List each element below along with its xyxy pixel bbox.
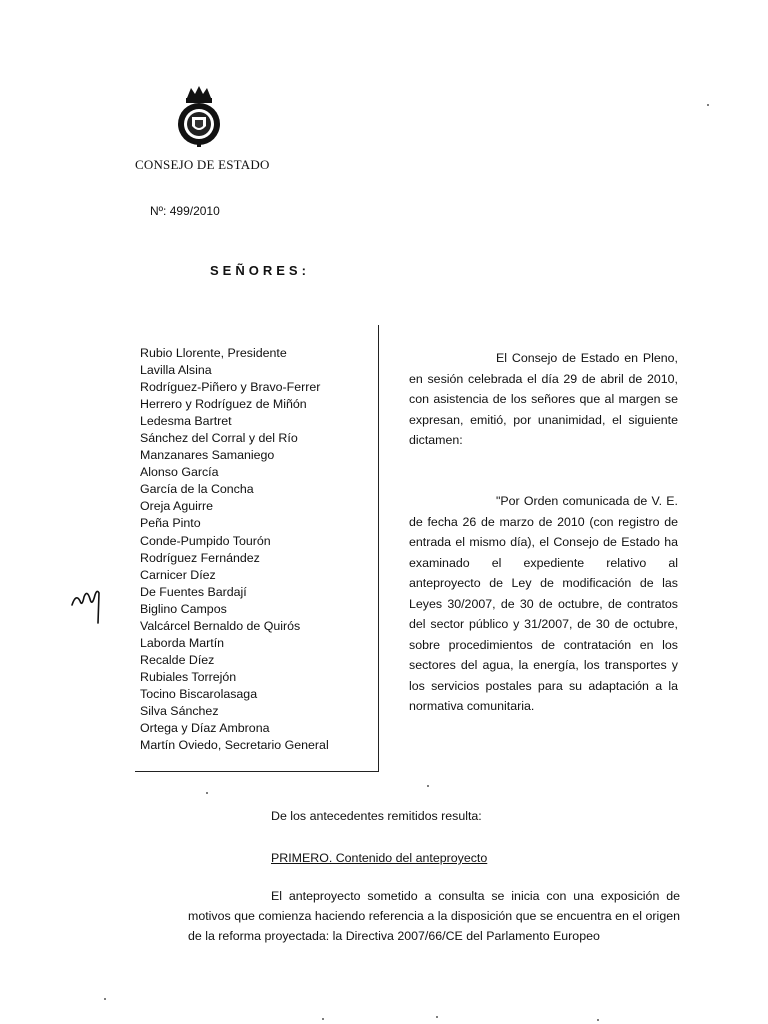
list-item: Tocino Biscarolasaga — [140, 686, 258, 701]
list-item: García de la Concha — [140, 482, 254, 497]
list-item: Rodríguez Fernández — [140, 550, 260, 565]
list-item: Laborda Martín — [140, 635, 225, 650]
list-item: Lavilla Alsina — [140, 363, 212, 378]
list-item: Peña Pinto — [140, 516, 201, 531]
antecedentes-line: De los antecedentes remitidos resulta: — [271, 809, 482, 823]
members-list — [140, 345, 378, 754]
order-paragraph: "Por Orden comunicada de V. E. de fecha 26 de marzo de 2010 (con registro de entrada el mismo día), el Consejo de Estado ha examinado el expediente relativo al anteproyecto de Ley de modificación de las Leyes 30/2007, de 30 de octubre, de contratos del sector público y 31/2007, de 30 de octubre, sobre procedimientos de contratación en los sectores del agua, la energía, los transportes y los servicios postales para su adaptación a la normativa comunitaria. — [409, 494, 678, 713]
list-item: Biglino Campos — [140, 601, 227, 616]
list-item: Conde-Pumpido Tourón — [140, 533, 271, 548]
list-item: Manzanares Samaniego — [140, 448, 275, 463]
handwritten-initial-icon — [68, 583, 108, 627]
institution-name: CONSEJO DE ESTADO — [135, 157, 270, 172]
list-item: Alonso García — [140, 465, 219, 480]
list-item: Silva Sánchez — [140, 703, 219, 718]
scan-speck — [427, 785, 429, 787]
session-paragraph: El Consejo de Estado en Pleno, en sesión celebrada el día 29 de abril de 2010, con asistencia de los señores que al margen se expresan, emitió, por unanimidad, el siguiente dictamen: — [409, 351, 678, 447]
list-item: Ledesma Bartret — [140, 414, 232, 429]
list-item: Martín Oviedo, Secretario General — [140, 738, 329, 753]
scan-speck — [322, 1018, 324, 1020]
list-item: Valcárcel Bernaldo de Quirós — [140, 618, 301, 633]
list-item: Oreja Aguirre — [140, 499, 214, 514]
list-item: Carnicer Díez — [140, 567, 216, 582]
scan-speck — [707, 104, 709, 106]
margin-divider-vertical — [378, 325, 379, 771]
dictamen-number: Nº: 499/2010 — [150, 204, 220, 218]
scan-speck — [597, 1019, 599, 1021]
coat-of-arms-seal-icon — [175, 84, 223, 148]
margin-divider-horizontal — [135, 771, 379, 772]
list-item: Recalde Díez — [140, 652, 215, 667]
list-item: Sánchez del Corral y del Río — [140, 431, 298, 446]
list-item: De Fuentes Bardají — [140, 584, 247, 599]
list-item: Herrero y Rodríguez de Miñón — [140, 397, 307, 412]
body-paragraph: El anteproyecto sometido a consulta se inicia con una exposición de motivos que comienza haciendo referencia a la disposición que se encuentra en el origen de la reforma proyectada: la Directiva 2007/66/CE del Parlamento Europeo — [188, 889, 680, 943]
list-item: Rodríguez-Piñero y Bravo-Ferrer — [140, 380, 321, 395]
members-heading: SEÑORES: — [210, 263, 310, 278]
scan-speck — [104, 998, 106, 1000]
section-title: PRIMERO. Contenido del anteproyecto — [271, 851, 488, 865]
list-item: Rubio Llorente, Presidente — [140, 346, 287, 360]
scan-speck — [206, 792, 208, 794]
list-item: Rubiales Torrejón — [140, 669, 237, 684]
list-item: Ortega y Díaz Ambrona — [140, 721, 270, 736]
scan-speck — [436, 1016, 438, 1018]
